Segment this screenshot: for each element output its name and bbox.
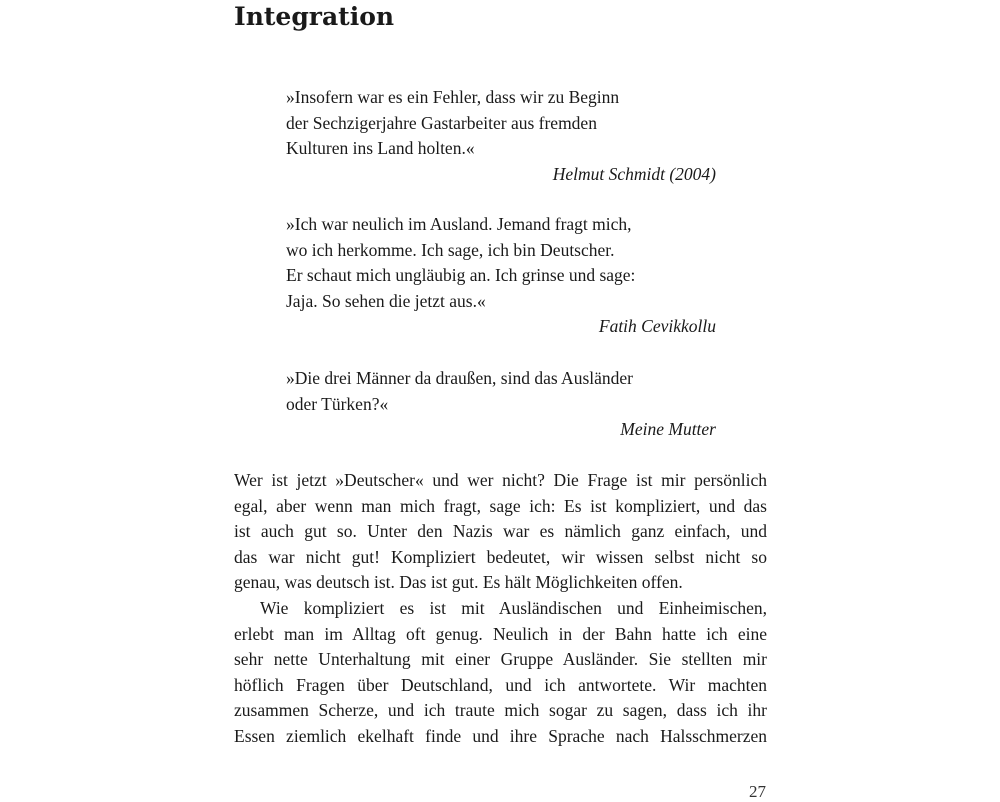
quote-line: Kulturen ins Land holten.«	[286, 138, 475, 159]
epigraph-quote-2	[286, 212, 716, 340]
quote-line: wo ich herkomme. Ich sage, ich bin Deutscher.	[286, 239, 615, 260]
body-text	[234, 468, 767, 750]
quote-line: »Ich war neulich im Ausland. Jemand fragt mich,	[286, 214, 632, 234]
body-line: genau, was deutsch ist. Das ist gut. Es hält Möglichkeiten offen.	[234, 572, 683, 593]
quote-line: Er schaut mich ungläubig an. Ich grinse und sage:	[286, 265, 636, 286]
epigraph-quote-1	[286, 85, 716, 187]
quote-line: »Insofern war es ein Fehler, dass wir zu Beginn	[286, 87, 620, 107]
body-line: Wie kompliziert es ist mit Ausländischen und Einheimischen,	[260, 597, 767, 618]
body-line: ist auch gut so. Unter den Nazis war es nämlich ganz einfach, und	[234, 521, 767, 542]
chapter-heading: Integration	[234, 2, 395, 31]
body-line: sehr nette Unterhaltung mit einer Gruppe Ausländer. Sie stellten mir	[234, 649, 767, 670]
body-line: erlebt man im Alltag oft genug. Neulich in der Bahn hatte ich eine	[234, 623, 767, 644]
epigraph-quote-3	[286, 366, 716, 443]
quote-author: Helmut Schmidt (2004)	[552, 163, 716, 184]
quote-author: Fatih Cevikkollu	[598, 316, 716, 337]
quote-line: »Die drei Männer da draußen, sind das Ausländer	[286, 368, 633, 388]
page-number: 27	[749, 782, 766, 801]
body-line: egal, aber wenn man mich fragt, sage ich: Es ist kompliziert, und das	[234, 495, 767, 516]
quote-line: Jaja. So sehen die jetzt aus.«	[286, 290, 486, 311]
body-line: Wer ist jetzt »Deutscher« und wer nicht? Die Frage ist mir persönlich	[234, 470, 767, 490]
body-line: Essen ziemlich ekelhaft finde und ihre Sprache nach Halsschmerzen	[234, 725, 767, 746]
quote-line: oder Türken?«	[286, 393, 389, 414]
body-line: das war nicht gut! Kompliziert bedeutet, wir wissen selbst nicht so	[234, 546, 767, 567]
quote-line: der Sechzigerjahre Gastarbeiter aus fremden	[286, 112, 597, 133]
quote-author: Meine Mutter	[620, 419, 716, 440]
body-line: höflich Fragen über Deutschland, und ich antwortete. Wir machten	[234, 674, 767, 695]
body-line: zusammen Scherze, und ich traute mich sogar zu sagen, dass ich ihr	[234, 700, 767, 721]
